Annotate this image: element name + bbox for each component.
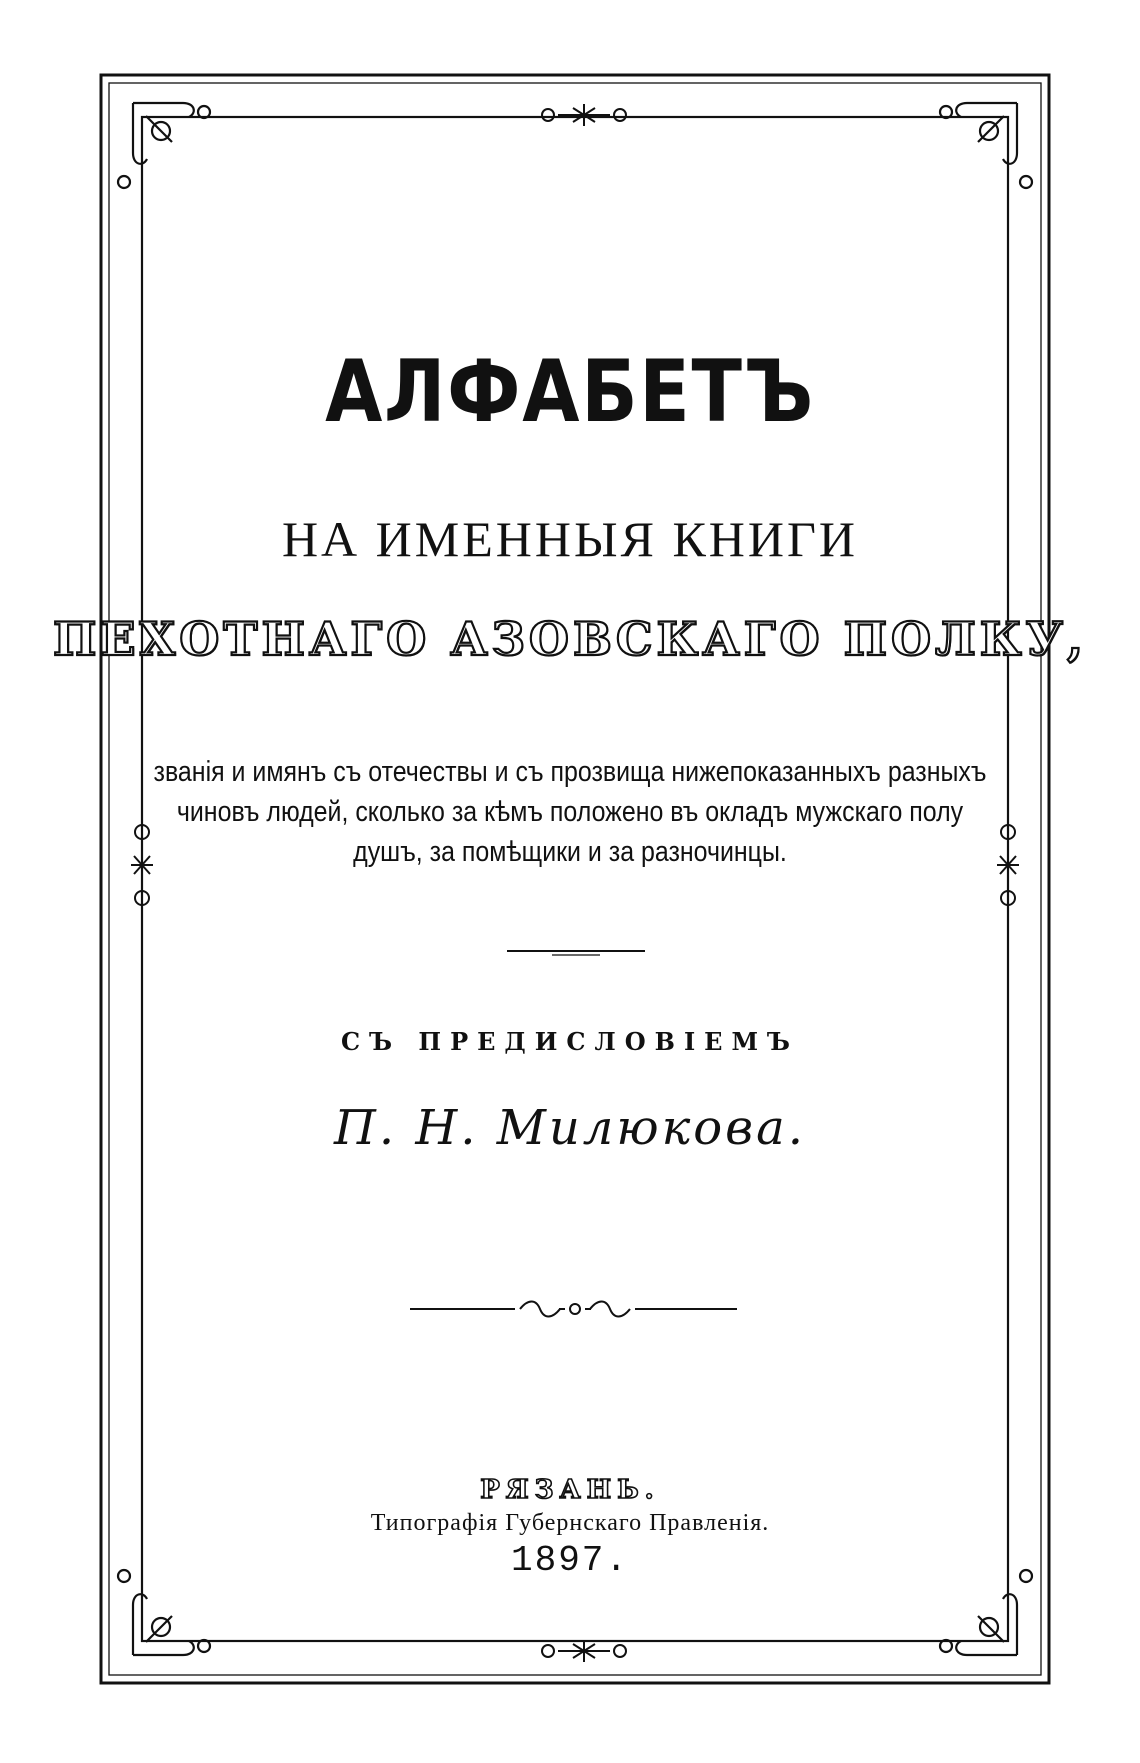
imprint-city: РЯЗАНЬ.: [480, 1475, 660, 1505]
preface-label: СЪ ПРЕДИСЛОВІЕМЪ: [341, 1027, 799, 1056]
imprint-year: 1897.: [510, 1540, 630, 1581]
ornamental-divider: [410, 1302, 737, 1317]
section-divider-rule: [507, 951, 645, 955]
description-line: чиновъ людей, сколько за кѣмъ положено въ окладъ мужскаго полу: [176, 796, 964, 828]
description-line: душъ, за помѣщики и за разночинцы.: [353, 836, 787, 868]
bottom-center-ornament: [542, 1640, 626, 1662]
book-subtitle: НА ИМЕННЫЯ КНИГИ: [281, 511, 859, 567]
corner-ornament-top-left: [118, 103, 210, 188]
description-line: званія и имянъ съ отечествы и съ прозвища нижепоказанныхъ разныхъ: [153, 756, 987, 788]
corner-ornament-bottom-left: [118, 1570, 210, 1655]
corner-ornament-top-right: [940, 103, 1032, 188]
author-name: П. Н. Милюкова.: [333, 1100, 806, 1156]
regiment-name: ПЕХОТНАГО АЗОВСКАГО ПОЛКУ,: [53, 612, 1087, 666]
book-title: АЛФАБЕТЪ: [325, 342, 815, 442]
description-block: [80, 752, 1060, 872]
top-center-ornament: [542, 104, 626, 126]
imprint-printer: Типографія Губернскаго Правленія.: [370, 1510, 770, 1536]
corner-ornament-bottom-right: [940, 1570, 1032, 1655]
